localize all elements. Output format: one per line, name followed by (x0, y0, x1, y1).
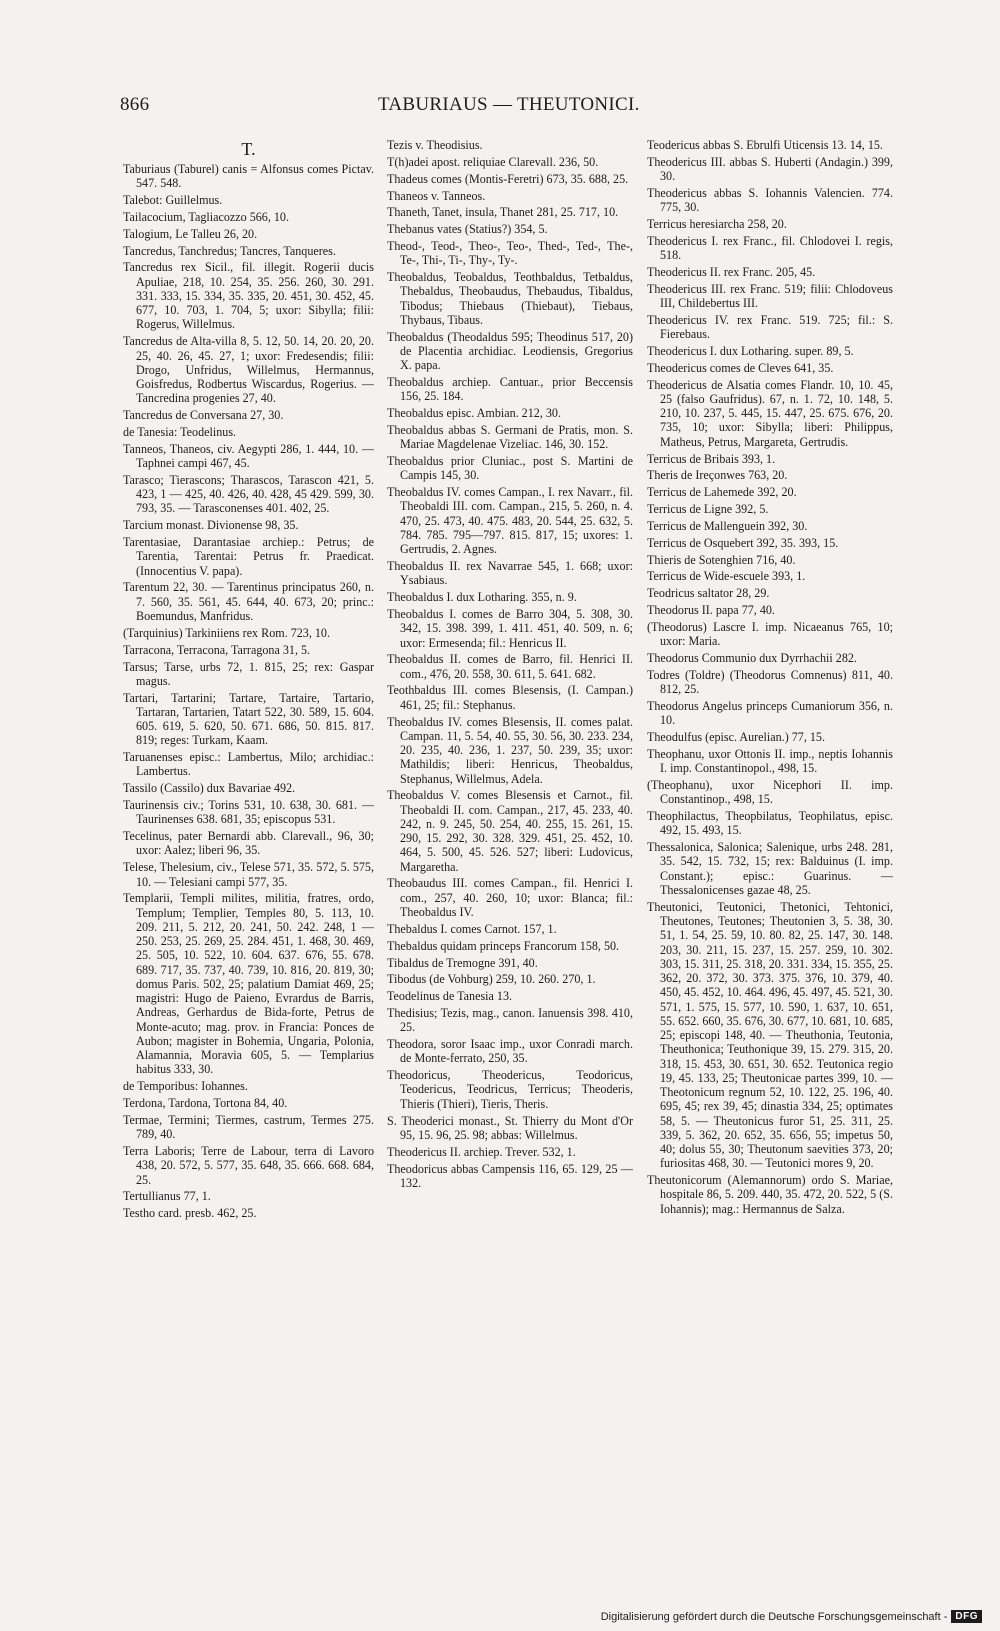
funding-footer (601, 1610, 982, 1623)
index-entry: Tibaldus de Tremogne 391, 40. (387, 955, 538, 970)
index-entry: Teodericus abbas S. Ebrulfi Uticensis 13. 14, 15. (647, 138, 883, 152)
index-entry: Thieris de Sotenghien 716, 40. (647, 552, 796, 567)
column-3 (647, 138, 893, 1455)
index-entry: Theobaldus I. dux Lotharing. 355, n. 9. (387, 590, 577, 605)
index-entry: Taburiaus (Taburel) canis = Alfonsus comes Pictav. 547. 548. (123, 162, 374, 191)
index-entry: Theobaldus II. comes de Barro, fil. Henrici II. com., 476, 20. 558, 30. 611, 5. 641. 682. (387, 652, 633, 681)
index-entry: (Theodorus) Lascre I. imp. Nicaeanus 765, 10; uxor: Maria. (647, 619, 893, 649)
index-entry: Telese, Thelesium, civ., Telese 571, 35. 572, 5. 575, 10. — Telesiani campi 577, 35. (123, 860, 374, 889)
index-entry: Theodericus II. archiep. Trever. 532, 1. (387, 1144, 576, 1159)
index-entry: Theobaldus IV. comes Blesensis, II. comes palat. Campan. 11, 5. 54, 40. 55, 30. 56, 30. 233. 234, 20. 235, 40. 236, 1. 237, 50. 239, 35; uxor: Mathildis; liberi: Henricus, Theobaldus, Stephanus, Willelmus, Adela. (387, 714, 633, 786)
index-entry: Theodericus abbas S. Iohannis Valencien. 774. 775, 30. (647, 185, 893, 215)
index-entry: Theobaldus, Teobaldus, Teothbaldus, Tetbaldus, Thebaldus, Theobaudus, Thebaudus, Tibaldus, Tibodus; Thiebaus (Thiebaut), Tiebaus, Thybaus, Tibaus. (387, 270, 633, 327)
index-entry: Todres (Toldre) (Theodorus Comnenus) 811, 40. 812, 25. (647, 667, 893, 697)
index-entry: S. Theoderici monast., St. Thierry du Mont d'Or 95, 15. 96, 25. 98; abbas: Willelmus. (387, 1113, 633, 1142)
index-entry: Tecelinus, pater Bernardi abb. Clarevall., 96, 30; uxor: Aalez; liberi 96, 35. (123, 829, 374, 858)
index-entry: Tertullianus 77, 1. (123, 1189, 211, 1204)
index-entry: Tailacocium, Tagliacozzo 566, 10. (123, 209, 289, 224)
index-entry: Tibodus (de Vohburg) 259, 10. 260. 270, 1. (387, 972, 596, 987)
column-2 (387, 138, 633, 1455)
index-entry: Theodericus I. rex Franc., fil. Chlodovei I. regis, 518. (647, 233, 893, 263)
index-entry: Teothbaldus III. comes Blesensis, (I. Campan.) 461, 25; fil.: Stephanus. (387, 683, 633, 712)
index-entry: Theobaldus archiep. Cantuar., prior Beccensis 156, 25. 184. (387, 375, 633, 404)
index-entry: Theodericus I. dux Lotharing. super. 89, 5. (647, 344, 854, 358)
index-entry: (Tarquinius) Tarkiniiens rex Rom. 723, 10. (123, 625, 331, 640)
index-entry: Thessalonica, Salonica; Salenique, urbs 248. 281, 35. 542, 15. 732, 15; rex: Balduinus (I. imp. Constant.); episc.: Guarinus. — Thessalonicenses gazae 48, 25. (647, 840, 893, 897)
index-entry: Teodricus saltator 28, 29. (647, 586, 770, 601)
index-entry: Theod-, Teod-, Theo-, Teo-, Thed-, Ted-, The-, Te-, Thi-, Ti-, Thy-, Ty-. (387, 239, 633, 268)
index-entry: Theodericus II. rex Franc. 205, 45. (647, 264, 816, 279)
index-entry: Tanneos, Thaneos, civ. Aegypti 286, 1. 444, 10. — Taphnei campi 467, 45. (123, 441, 374, 471)
index-entry: Theodorus Communio dux Dyrrhachii 282. (647, 651, 857, 666)
index-entry: Thebanus vates (Statius?) 354, 5. (387, 222, 548, 237)
index-entry: Terdona, Tardona, Tortona 84, 40. (123, 1096, 288, 1111)
index-entry: Theophilactus, Theopbilatus, Teophilatus, episc. 492, 15. 493, 15. (647, 809, 893, 838)
index-entry: Theris de Ireçonwes 763, 20. (647, 468, 788, 483)
index-entry: de Tanesia: Teodelinus. (123, 425, 237, 439)
index-entry: Theodericus IV. rex Franc. 519. 725; fil.: S. Fierebaus. (647, 312, 893, 342)
index-entry: Tancredus de Alta-villa 8, 5. 12, 50. 14, 20. 20, 20. 25, 40. 26, 45. 27, 1; uxor: Fredesendis; filii: Drogo, Unfridus, Willelmus, Hermannus, Goisfredus, Rodbertus Wiscardus, Rogerius. — Tancredina progenies 27, 40. (123, 334, 374, 406)
index-entry: Theobaldus II. rex Navarrae 545, 1. 668; uxor: Ysabiaus. (387, 559, 633, 588)
index-entry: Theobaldus episc. Ambian. 212, 30. (387, 406, 561, 421)
funding-text: Digitalisierung gefördert durch die Deutsche Forschungsgemeinschaft - (600, 1610, 948, 1623)
index-entry: Thedisius; Tezis, mag., canon. Ianuensis 398. 410, 25. (387, 1006, 633, 1035)
index-entry: T(h)adei apost. reliquiae Clarevall. 236, 50. (387, 154, 599, 169)
section-letter: T. (241, 139, 256, 159)
index-entry: Thebaldus quidam princeps Francorum 158, 50. (387, 938, 620, 953)
running-head: TABURIAUS — THEUTONICI. (378, 94, 640, 115)
column-1 (123, 138, 374, 1455)
index-entry: Theodorus II. papa 77, 40. (647, 603, 775, 618)
index-entry: Theobaudus III. comes Campan., fil. Henrici I. com., 257, 40. 260, 10; uxor: Blanca; fil.: Theobaldus IV. (387, 876, 633, 919)
index-entry: Terricus de Osquebert 392, 35. 393, 15. (647, 535, 839, 550)
index-entry: Tarasco; Tierascons; Tharascos, Tarascon 421, 5. 423, 1 — 425, 40. 426, 40. 428, 45 429. 599, 30. 793, 35. — Tarasconenses 401. 402, 25. (123, 472, 374, 516)
index-entry: Theodoricus, Theodericus, Teodoricus, Teodericus, Teodricus, Terricus; Theoderis, Thieris (Thieri), Tieris, Theris. (387, 1068, 633, 1111)
dfg-logo: DFG (951, 1610, 982, 1623)
index-entry: Theobaldus abbas S. Germani de Pratis, mon. S. Mariae Magdelenae Vizeliac. 146, 30. 152. (387, 423, 633, 452)
index-entry: Tarentasiae, Darantasiae archiep.: Petrus; de Tarentia, Tarentai: Petrus fr. Praedicat. (Innocentius V. papa). (123, 535, 374, 578)
index-entry: Theobaldus I. comes de Barro 304, 5. 308, 30. 342, 15. 398. 399, 1. 411. 451, 40. 509, n. 6; uxor: Ermesenda; fil.: Henricus II. (387, 607, 633, 650)
index-entry: Theutonicorum (Alemannorum) ordo S. Mariae, hospitale 86, 5. 209. 440, 35. 472, 20. 522, 5 (S. Iohannis); mag.: Hermannus de Salza. (647, 1173, 893, 1216)
index-entry: Tarsus; Tarse, urbs 72, 1. 815, 25; rex: Gaspar magus. (123, 659, 374, 688)
index-entry: Theodericus III. abbas S. Huberti (Andagin.) 399, 30. (647, 154, 893, 184)
index-entry: Termae, Termini; Tiermes, castrum, Termes 275. 789, 40. (123, 1112, 374, 1142)
index-entry: Tarracona, Terracona, Tarragona 31, 5. (123, 642, 311, 657)
index-entry: Terricus de Mallenguein 392, 30. (647, 518, 808, 533)
index-entry: Theodericus de Alsatia comes Flandr. 10, 10. 45, 25 (falso Gaufridus). 67, n. 1. 72, 10. 148, 5. 210, 10. 237, 5. 445, 15. 447, 25. 675. 676, 20. 735, 10; uxor: Sibylla; liberi: Philippus, Matheus, Petrus, Margareta, Gertrudis. (647, 377, 893, 449)
index-entry: Taurinensis civ.; Torins 531, 10. 638, 30. 681. — Taurinenses 638. 681, 35; episcopus 531. (123, 798, 374, 827)
index-entry: Talebot: Guillelmus. (123, 193, 223, 208)
index-entry: Templarii, Templi milites, militia, fratres, ordo, Templum; Templier, Temples 80, 5. 113, 10. 209. 211, 5. 212, 20. 241, 50. 242. 248, 1 — 250. 253, 25. 269, 25. 284. 451, 1. 468, 30. 469, 25. 505, 10. 522, 10. 604. 637. 676, 55. 678. 689. 717, 35. 737, 40. 739, 10. 816, 20. 819, 30; domus Paris. 502, 25; palatium Damiat 469, 25; magistri: Hugo de Paieno, Evrardus de Barris, Andreas, Gerhardus de Bida-forte, Petrus de Monte-acuto; mag. prov. in Francia: Ponces de Aubon; magister in Bohemia, Ungaria, Polonia, Alamannia, Moravia 605, 5. — Templarius habitus 333, 30. (123, 891, 374, 1077)
index-entry: de Temporibus: Iohannes. (123, 1079, 248, 1094)
index-entry: Theodora, soror Isaac imp., uxor Conradi march. de Monte-ferrato, 250, 35. (387, 1037, 633, 1066)
index-entry: Theodorus Angelus princeps Cumaniorum 356, n. 10. (647, 699, 893, 728)
index-entry: Theophanu, uxor Ottonis II. imp., neptis Iohannis I. imp. Constantinopol., 498, 15. (647, 746, 893, 776)
index-entry: Thebaldus I. comes Carnot. 157, 1. (387, 921, 557, 936)
index-entry: Theodulfus (episc. Aurelian.) 77, 15. (647, 730, 826, 745)
index-entry: Thaneth, Tanet, insula, Thanet 281, 25. 717, 10. (387, 205, 619, 220)
index-entry: Terra Laboris; Terre de Labour, terra di Lavoro 438, 20. 572, 5. 577, 35. 648, 35. 666. 668. 684, 25. (123, 1144, 374, 1187)
index-entry: Tartari, Tartarini; Tartare, Tartaire, Tartario, Tartaran, Tartarien, Tatart 522, 30. 589, 15. 604. 605. 619, 5. 620, 50. 671. 686, 50. 815. 817. 819; reges: Turkam, Kaam. (123, 690, 374, 748)
index-entry: Terricus de Bribais 393, 1. (647, 451, 776, 466)
index-entry: Taruanenses episc.: Lambertus, Milo; archidiac.: Lambertus. (123, 750, 374, 779)
index-entry: Terricus de Ligne 392, 5. (647, 502, 769, 517)
index-entry: Tezis v. Theodisius. (387, 138, 483, 152)
index-entry: Testho card. presb. 462, 25. (123, 1206, 257, 1221)
index-entry: Teodelinus de Tanesia 13. (387, 989, 513, 1004)
index-entry: Tarentum 22, 30. — Tarentinus principatus 260, n. 7. 560, 35. 561, 45. 644, 40. 673, 20; princ.: Boemundus, Manfridus. (123, 580, 374, 623)
index-entry: Thaneos v. Tanneos. (387, 188, 486, 203)
page-header (120, 94, 640, 118)
index-entry: Tarcium monast. Divionense 98, 35. (123, 518, 299, 533)
index-entry: Theobaldus (Theodaldus 595; Theodinus 517, 20) de Placentia archidiac. Leodiensis, Gregorius X. papa. (387, 329, 633, 373)
index-entry: Theodoricus abbas Campensis 116, 65. 129, 25 — 132. (387, 1161, 633, 1190)
index-entry: Theobaldus V. comes Blesensis et Carnot., fil. Theobaldi II. com. Campan., 217, 45. 233, 40. 242, n. 9. 245, 50. 254, 40. 255, 15. 261, 15. 290, 15. 292, 30. 328. 329. 451, 25. 452, 10. 464, 5. 500, 45. 526. 527; liberi: Ludovicus, Margaretha. (387, 788, 633, 874)
page-number: 866 (120, 94, 150, 115)
index-entry: Thadeus comes (Montis-Feretri) 673, 35. 688, 25. (387, 171, 629, 186)
index-entry: Theodericus comes de Cleves 641, 35. (647, 360, 834, 375)
index-entry: Theobaldus IV. comes Campan., I. rex Navarr., fil. Theobaldi III. com. Campan., 215, 5. 260, n. 4. 470, 25. 473, 40. 475. 483, 20. 544, 25. 632, 5. 784. 785. 795—797. 815. 817, 15; uxores: 1. Gertrudis, 2. Agnes. (387, 485, 633, 557)
index-entry: Terricus de Lahemede 392, 20. (647, 485, 797, 500)
index-entry: Tancredus, Tanchredus; Tancres, Tanqueres. (123, 243, 336, 258)
index-entry: Tancredus rex Sicil., fil. illegit. Rogerii ducis Apuliae, 218, 10. 254, 35. 256. 260, 30. 291. 331. 333, 15. 334, 35. 335, 20. 451, 30. 452, 45. 677, 10. 703, 1. 704, 5; uxor: Sibylla; filii: Rogerus, Willelmus. (123, 260, 374, 332)
index-entry: Talogium, Le Talleu 26, 20. (123, 226, 258, 241)
index-entry: Theutonici, Teutonici, Thetonici, Tehtonici, Theutones, Teutones; Theutonien 3, 5. 38, 30. 51, 1. 54, 25. 59, 10. 80. 82, 25. 147, 30. 148. 203, 30. 211, 15. 237, 15. 257. 259, 10. 302. 303, 15. 311, 25. 318, 20. 331. 334, 15. 355, 25. 362, 20. 372, 30. 373. 375. 376, 10. 379, 40. 450, 45. 452, 10. 464. 496, 45. 497, 45. 521, 30. 571, 1. 575, 15. 577, 10. 590, 1. 637, 10. 651, 55. 652. 660, 35. 676, 30. 677, 10. 681, 10. 685, 25; episcopi 148, 40. — Theuthonia, Teutonia, Theuthonica; Teuthonique 39, 15. 279. 315, 20. 318, 15. 453, 30. 651, 30. 652. Teutonica regio 19, 45. 133, 25; Theutonicae partes 399, 10. — Theotonicum regnum 52, 10. 122, 25. 196, 40. 695, 45; rex 39, 45; dinastia 334, 25; optimates 58, 5. — Theutonicus furor 51, 25. 311, 25. 339, 5. 362, 20. 652, 35. 656, 55; impetus 50, 40; dolus 55, 30; Theutonum saevities 373, 20; furiositas 468, 30. — Teutonici mores 9, 20. (647, 899, 893, 1171)
index-entry: Theodericus III. rex Franc. 519; filii: Chlodoveus III, Childebertus III. (647, 281, 893, 311)
index-entry: Theobaldus prior Cluniac., post S. Martini de Campis 145, 30. (387, 454, 633, 483)
index-entry: Terricus heresiarcha 258, 20. (647, 217, 787, 232)
index-entry: Terricus de Wide-escuele 393, 1. (647, 569, 806, 584)
index-entry: Tancredus de Conversana 27, 30. (123, 408, 284, 423)
index-entry: Tassilo (Cassilo) dux Bavariae 492. (123, 781, 296, 796)
index-entry: (Theophanu), uxor Nicephori II. imp. Constantinop., 498, 15. (647, 778, 893, 807)
